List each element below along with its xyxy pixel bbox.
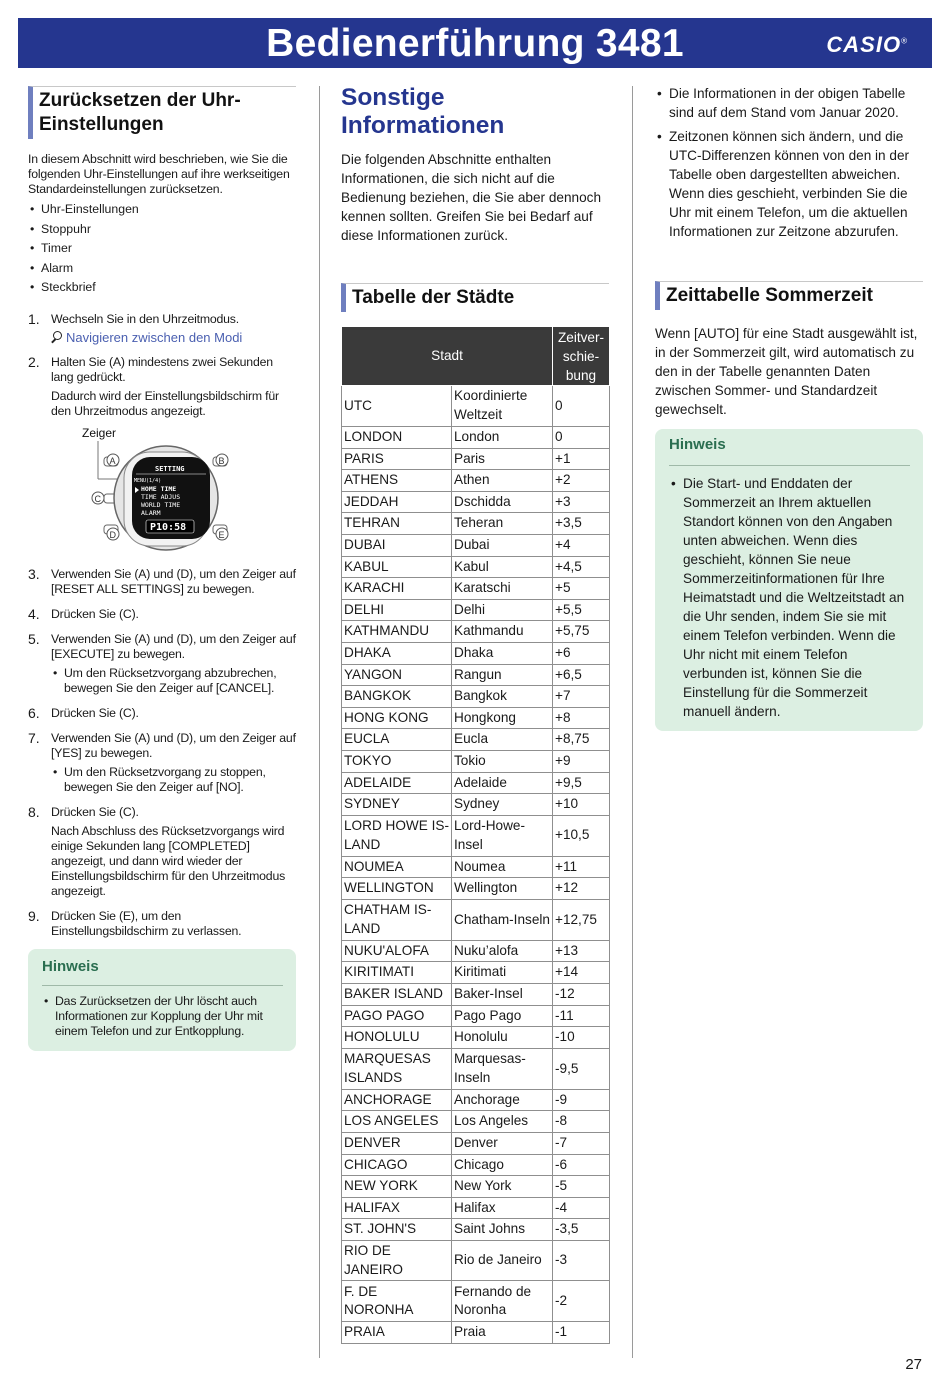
utc-offset-cell: +10,5	[553, 815, 610, 856]
city-code-cell: PARIS	[342, 448, 452, 470]
city-code-cell: ATHENS	[342, 470, 452, 492]
list-item: • Timer	[28, 239, 296, 259]
city-code-cell: NUKU'ALOFA	[342, 940, 452, 962]
magnifier-icon	[51, 331, 63, 343]
column-divider	[632, 86, 633, 1358]
city-name-cell: Fernando de Noronha	[452, 1281, 553, 1322]
step-8: 8. Drücken Sie (C). Nach Abschluss des Rücksetzvorgangs wird einige Sekunden lang [COMPLETED] angezeigt, und dann wird wieder der Einstellungsbildschirm für den Uhrzeitmodus angezeigt.	[28, 803, 286, 898]
table-row	[342, 1027, 610, 1049]
svg-text:C: C	[94, 493, 101, 504]
table-row	[342, 448, 610, 470]
city-code-cell: KARACHI	[342, 578, 452, 600]
table-row	[342, 664, 610, 686]
list-item: • Um den Rücksetzvorgang abzubrechen, bewegen Sie den Zeiger auf [CANCEL].	[51, 666, 296, 696]
utc-offset-cell: -3,5	[553, 1219, 610, 1241]
city-name-cell: Kabul	[452, 556, 553, 578]
city-name-cell: Paris	[452, 448, 553, 470]
city-name-cell: Bangkok	[452, 686, 553, 708]
reset-section-header	[28, 86, 296, 139]
zeiger-label: Zeiger	[82, 425, 117, 440]
city-code-cell: ADELAIDE	[342, 772, 452, 794]
utc-offset-cell: -9,5	[553, 1048, 610, 1089]
utc-offset-cell: +6,5	[553, 664, 610, 686]
reset-intro: In diesem Abschnitt wird beschrieben, wie Sie die folgenden Uhr-Einstellungen auf ihre werkseitigen Standardeinstellungen zurücksetzen.	[28, 152, 290, 196]
city-name-cell: Kathmandu	[452, 621, 553, 643]
utc-offset-cell: -9	[553, 1089, 610, 1111]
utc-offset-cell: +8,75	[553, 729, 610, 751]
city-name-cell: Adelaide	[452, 772, 553, 794]
table-note: • Die Informationen in der obigen Tabelle sind auf dem Stand vom Januar 2020.	[655, 84, 923, 122]
table-row	[342, 427, 610, 449]
table-row	[342, 962, 610, 984]
utc-offset-cell: +13	[553, 940, 610, 962]
city-name-cell: Eucla	[452, 729, 553, 751]
table-row	[342, 1322, 610, 1344]
utc-offset-cell: -8	[553, 1111, 610, 1133]
step-1: 1. Wechseln Sie in den Uhrzeitmodus. Navigieren zwischen den Modi	[28, 312, 296, 345]
navigate-modes-link[interactable]: Navigieren zwischen den Modi	[51, 330, 296, 345]
city-name-cell: Lord-Howe-Insel	[452, 815, 553, 856]
utc-offset-cell: -7	[553, 1133, 610, 1155]
city-name-cell: Pago Pago	[452, 1005, 553, 1027]
other-info-intro: Die folgenden Abschnitte enthalten Informationen, die sich nicht auf die Bedienung beziehen, die Sie aber dennoch kennen sollten. Greifen Sie bei Bedarf auf diese Informationen zurück.	[341, 152, 602, 243]
city-code-cell: DHAKA	[342, 642, 452, 664]
list-item: • Um den Rücksetzvorgang zu stoppen, bewegen Sie den Zeiger auf [NO].	[51, 765, 296, 795]
city-code-cell: LORD HOWE IS-LAND	[342, 815, 452, 856]
utc-offset-cell: 0	[553, 427, 610, 449]
table-row	[342, 599, 610, 621]
table-row	[342, 1197, 610, 1219]
city-name-cell: London	[452, 427, 553, 449]
table-row	[342, 1089, 610, 1111]
city-code-cell: DELHI	[342, 599, 452, 621]
utc-offset-cell: +14	[553, 962, 610, 984]
table-row	[342, 513, 610, 535]
utc-offset-cell: -6	[553, 1154, 610, 1176]
city-code-cell: NOUMEA	[342, 856, 452, 878]
table-row	[342, 1241, 610, 1281]
city-table	[341, 326, 610, 1344]
city-code-cell: PAGO PAGO	[342, 1005, 452, 1027]
step-9: 9. Drücken Sie (E), um den Einstellungsbildschirm zu verlassen.	[28, 907, 242, 938]
city-code-cell: KATHMANDU	[342, 621, 452, 643]
utc-offset-cell: -3	[553, 1241, 610, 1281]
city-name-cell: Dhaka	[452, 642, 553, 664]
reset-hint-box	[28, 949, 296, 1051]
city-code-cell: PRAIA	[342, 1322, 452, 1344]
other-info-section	[341, 84, 609, 1344]
table-row	[342, 1005, 610, 1027]
reset-section-title: Zurücksetzen der Uhr-Einstellungen	[39, 90, 241, 135]
city-name-cell: Anchorage	[452, 1089, 553, 1111]
utc-offset-cell: +5	[553, 578, 610, 600]
table-row	[342, 899, 610, 940]
city-name-cell: Hongkong	[452, 707, 553, 729]
column-divider	[319, 86, 320, 1358]
step-5: 5. Verwenden Sie (A) und (D), um den Zeiger auf [EXECUTE] zu bewegen. • Um den Rücksetzvorgang abzubrechen, bewegen Sie den Zeiger auf [CANCEL].	[28, 632, 296, 696]
city-name-cell: Dschidda	[452, 491, 553, 513]
city-code-cell: HALIFAX	[342, 1197, 452, 1219]
hint-title: Hinweis	[669, 435, 910, 466]
city-code-cell: DENVER	[342, 1133, 452, 1155]
city-code-cell: TEHRAN	[342, 513, 452, 535]
city-table-body	[342, 386, 610, 1344]
city-code-cell: BANGKOK	[342, 686, 452, 708]
hint-text: • Die Start- und Enddaten der Sommerzeit an Ihrem aktuellen Standort können von den Angaben unten abweichen. Wenn dies geschieht, können Sie neue Sommerzeitinformationen für Ihre Heimatstadt und die Weltzeitstadt an die Uhr senden, indem Sie sie mit einem Telefon verbinden. Wenn die Uhr nicht mit einem Telefon verbunden ist, können Sie die Einstellung für die Sommerzeit manuell ändern.	[669, 474, 910, 721]
step-6: 6. Drücken Sie (C).	[28, 704, 139, 721]
utc-offset-cell: +9,5	[553, 772, 610, 794]
svg-text:MENU(1/4): MENU(1/4)	[134, 477, 162, 484]
city-name-cell: Los Angeles	[452, 1111, 553, 1133]
hint-title: Hinweis	[42, 957, 283, 986]
city-name-cell: Kiritimati	[452, 962, 553, 984]
table-row	[342, 1281, 610, 1322]
utc-offset-cell: -11	[553, 1005, 610, 1027]
table-row	[342, 686, 610, 708]
utc-offset-cell: +5,75	[553, 621, 610, 643]
utc-offset-cell: +9	[553, 750, 610, 772]
city-code-cell: KABUL	[342, 556, 452, 578]
watch-illustration	[28, 419, 296, 561]
city-code-cell: HONOLULU	[342, 1027, 452, 1049]
dst-hint-box	[655, 429, 923, 731]
utc-offset-cell: +8	[553, 707, 610, 729]
table-row	[342, 1176, 610, 1198]
utc-offset-cell: -1	[553, 1322, 610, 1344]
city-name-cell: Sydney	[452, 794, 553, 816]
city-name-cell: Karatschi	[452, 578, 553, 600]
city-code-cell: SYDNEY	[342, 794, 452, 816]
table-row	[342, 386, 610, 427]
table-row	[342, 642, 610, 664]
utc-offset-cell: +3	[553, 491, 610, 513]
table-row	[342, 470, 610, 492]
table-row	[342, 491, 610, 513]
other-info-title: Sonstige Informationen	[341, 84, 505, 139]
column-header-city: Stadt	[342, 327, 553, 386]
utc-offset-cell: +12,75	[553, 899, 610, 940]
list-item: • Stoppuhr	[28, 220, 296, 240]
list-item: • Uhr-Einstellungen	[28, 200, 296, 220]
step-3: 3. Verwenden Sie (A) und (D), um den Zeiger auf [RESET ALL SETTINGS] zu bewegen.	[28, 565, 296, 596]
city-code-cell: LONDON	[342, 427, 452, 449]
city-table-header	[341, 283, 609, 312]
utc-offset-cell: -2	[553, 1281, 610, 1322]
table-note: • Zeitzonen können sich ändern, und die UTC-Differenzen können von den in der Tabelle oben dargestellten abweichen. Wenn dies geschieht, verbinden Sie die Uhr mit einem Telefon, um die aktuellen Informationen zur Zeitzone abzurufen.	[655, 127, 923, 241]
svg-text:HOME TIME: HOME TIME	[141, 484, 177, 493]
hint-text: • Das Zurücksetzen der Uhr löscht auch Informationen zur Kopplung der Uhr mit einem Telefon und zur Entkopplung.	[42, 994, 283, 1039]
city-code-cell: HONG KONG	[342, 707, 452, 729]
city-name-cell: Teheran	[452, 513, 553, 535]
utc-offset-cell: +7	[553, 686, 610, 708]
watch-svg	[28, 419, 296, 561]
city-code-cell: WELLINGTON	[342, 878, 452, 900]
page-number: 27	[905, 1356, 922, 1373]
city-code-cell: TOKYO	[342, 750, 452, 772]
city-code-cell: JEDDAH	[342, 491, 452, 513]
city-name-cell: Chicago	[452, 1154, 553, 1176]
reset-section	[28, 86, 296, 1051]
page-header	[18, 18, 932, 68]
table-row	[342, 1048, 610, 1089]
page-title: Bedienerführung 3481	[266, 22, 684, 65]
svg-text:P10:58: P10:58	[150, 521, 187, 533]
table-row	[342, 1111, 610, 1133]
city-name-cell: Chatham-Inseln	[452, 899, 553, 940]
dst-intro: Wenn [AUTO] für eine Stadt ausgewählt ist, in der Sommerzeit gilt, wird automatisch zu den in der Tabelle genannten Daten zwischen Sommer- und Standardzeit gewechselt.	[655, 326, 918, 417]
right-column	[655, 84, 923, 731]
table-row	[342, 772, 610, 794]
column-header-offset: Zeitver-schie-bung	[553, 327, 610, 386]
city-code-cell: UTC	[342, 386, 452, 427]
city-name-cell: New York	[452, 1176, 553, 1198]
table-row	[342, 1133, 610, 1155]
svg-text:SETTING: SETTING	[155, 464, 185, 473]
svg-text:TIME ADJUS: TIME ADJUS	[141, 492, 181, 501]
city-code-cell: EUCLA	[342, 729, 452, 751]
table-row	[342, 750, 610, 772]
svg-text:D: D	[109, 529, 116, 540]
city-name-cell: Honolulu	[452, 1027, 553, 1049]
utc-offset-cell: +10	[553, 794, 610, 816]
city-name-cell: Denver	[452, 1133, 553, 1155]
city-name-cell: Saint Johns	[452, 1219, 553, 1241]
utc-offset-cell: -12	[553, 984, 610, 1006]
svg-text:E: E	[218, 529, 225, 540]
city-code-cell: LOS ANGELES	[342, 1111, 452, 1133]
utc-offset-cell: -10	[553, 1027, 610, 1049]
utc-offset-cell: +4	[553, 534, 610, 556]
city-name-cell: Dubai	[452, 534, 553, 556]
svg-text:B: B	[218, 455, 225, 466]
table-row	[342, 729, 610, 751]
step-7: 7. Verwenden Sie (A) und (D), um den Zeiger auf [YES] zu bewegen. • Um den Rücksetzvorgang zu stoppen, bewegen Sie den Zeiger auf [NO].	[28, 731, 296, 795]
utc-offset-cell: -4	[553, 1197, 610, 1219]
list-item: • Steckbrief	[28, 278, 296, 298]
city-code-cell: ANCHORAGE	[342, 1089, 452, 1111]
city-code-cell: YANGON	[342, 664, 452, 686]
table-row	[342, 878, 610, 900]
city-name-cell: Rio de Janeiro	[452, 1241, 553, 1281]
svg-text:ALARM: ALARM	[141, 508, 161, 517]
table-row	[342, 556, 610, 578]
table-row	[342, 621, 610, 643]
city-code-cell: DUBAI	[342, 534, 452, 556]
city-name-cell: Wellington	[452, 878, 553, 900]
city-name-cell: Praia	[452, 1322, 553, 1344]
city-name-cell: Noumea	[452, 856, 553, 878]
city-code-cell: ST. JOHN'S	[342, 1219, 452, 1241]
casio-logo: CASIO®	[826, 32, 908, 57]
reset-items-list	[28, 200, 296, 298]
dst-section-title: Zeittabelle Sommerzeit	[666, 285, 873, 306]
city-name-cell: Baker-Insel	[452, 984, 553, 1006]
city-name-cell: Rangun	[452, 664, 553, 686]
city-name-cell: Tokio	[452, 750, 553, 772]
utc-offset-cell: 0	[553, 386, 610, 427]
utc-offset-cell: +11	[553, 856, 610, 878]
city-name-cell: Nuku’alofa	[452, 940, 553, 962]
table-row	[342, 1219, 610, 1241]
city-name-cell: Athen	[452, 470, 553, 492]
utc-offset-cell: +3,5	[553, 513, 610, 535]
city-code-cell: BAKER ISLAND	[342, 984, 452, 1006]
city-code-cell: MARQUESAS ISLANDS	[342, 1048, 452, 1089]
table-row	[342, 534, 610, 556]
utc-offset-cell: +12	[553, 878, 610, 900]
table-row	[342, 984, 610, 1006]
city-name-cell: Delhi	[452, 599, 553, 621]
list-item: • Alarm	[28, 259, 296, 279]
step-4: 4. Drücken Sie (C).	[28, 605, 139, 622]
table-row	[342, 815, 610, 856]
utc-offset-cell: +5,5	[553, 599, 610, 621]
city-code-cell: RIO DE JANEIRO	[342, 1241, 452, 1281]
utc-offset-cell: -5	[553, 1176, 610, 1198]
step-2: 2. Halten Sie (A) mindestens zwei Sekunden lang gedrückt. Dadurch wird der Einstellungsbildschirm für den Uhrzeitmodus angezeigt.	[28, 353, 279, 418]
city-code-cell: F. DE NORONHA	[342, 1281, 452, 1322]
table-row	[342, 794, 610, 816]
city-name-cell: Marquesas-Inseln	[452, 1048, 553, 1089]
table-row	[342, 940, 610, 962]
city-code-cell: NEW YORK	[342, 1176, 452, 1198]
city-code-cell: KIRITIMATI	[342, 962, 452, 984]
city-name-cell: Halifax	[452, 1197, 553, 1219]
table-row	[342, 1154, 610, 1176]
utc-offset-cell: +1	[553, 448, 610, 470]
svg-text:A: A	[109, 455, 116, 466]
city-name-cell: Koordinierte Weltzeit	[452, 386, 553, 427]
table-row	[342, 707, 610, 729]
utc-offset-cell: +2	[553, 470, 610, 492]
utc-offset-cell: +6	[553, 642, 610, 664]
city-table-title: Tabelle der Städte	[352, 287, 515, 308]
table-row	[342, 578, 610, 600]
dst-section-header	[655, 281, 923, 310]
city-code-cell: CHATHAM IS-LAND	[342, 899, 452, 940]
svg-text:WORLD TIME: WORLD TIME	[141, 500, 181, 509]
table-row	[342, 856, 610, 878]
city-code-cell: CHICAGO	[342, 1154, 452, 1176]
utc-offset-cell: +4,5	[553, 556, 610, 578]
